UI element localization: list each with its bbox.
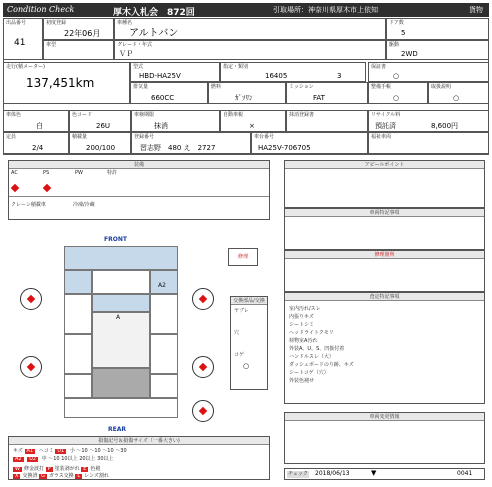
car-name-cell — [114, 18, 386, 40]
inspector-item: ハンドルスレ（大） — [289, 354, 334, 360]
inspection-label: 車検期限 — [134, 112, 155, 118]
rear-label: REAR — [108, 426, 126, 433]
windshield-panel — [92, 294, 150, 312]
change-box — [284, 412, 485, 464]
model-cell — [130, 62, 220, 82]
mileage-cell — [3, 62, 130, 104]
drive-label: 駆動 — [389, 42, 400, 48]
front-right-door-panel — [150, 294, 178, 334]
color-label: 車体色 — [6, 112, 22, 118]
header-left: Condition Check — [7, 5, 75, 14]
front-bumper-panel — [64, 246, 178, 270]
equip-item-crane: クレーン積載車 — [11, 202, 46, 208]
rear-left-door-panel — [64, 334, 92, 374]
grade-cell — [114, 40, 386, 60]
appeal-box — [284, 160, 485, 208]
manual-value: ○ — [393, 94, 400, 102]
repair-legend-box: 修理 — [228, 248, 258, 266]
inspector-item: 外装A、U、S、凹扱付着 — [289, 346, 345, 352]
inspector-list — [289, 305, 354, 385]
equip-item-patent: 特許 — [107, 170, 118, 176]
inspector-item: シートシミ — [289, 322, 315, 328]
notes-label: 福祉車両 — [371, 134, 392, 140]
inspector-item: 内張りキズ — [289, 314, 314, 320]
rear-right-door-panel — [150, 334, 178, 374]
displacement-label: 排気量 — [133, 84, 149, 90]
ps-mark-icon — [43, 184, 51, 192]
recycle-label: リサイクル料 — [371, 112, 401, 118]
doors-label: ドア数 — [389, 20, 404, 26]
appeal-title: アピールポイント — [285, 161, 484, 169]
front-label: FRONT — [104, 236, 127, 243]
chassis-cell — [251, 132, 368, 154]
check-id: 0041 — [457, 470, 473, 477]
chassis-label: 車台番号 — [254, 134, 275, 140]
spec-cell — [220, 62, 366, 82]
special-box — [284, 208, 485, 250]
insurance-label: 保証書 — [371, 64, 387, 70]
equip-title: 装備 — [9, 161, 269, 169]
roof-panel — [92, 312, 150, 368]
displacement-cell — [130, 82, 208, 104]
inspector-box — [284, 292, 485, 404]
deregister-label: 抹消登録書 — [289, 112, 315, 118]
header-title: 厚木入札会 872回 — [113, 8, 195, 18]
footer-bar — [284, 468, 485, 480]
legend-row-1: キズ A1 ヘコミ U1 小 〜10 〜10 〜10 〜30 — [13, 448, 127, 454]
a2-mark: A2 — [158, 282, 166, 289]
insurance-value: ○ — [393, 72, 400, 80]
body-label: 車型 — [46, 42, 57, 48]
interior-burn-label: コゲ — [234, 352, 245, 358]
color-no-cell — [69, 110, 131, 132]
auto-tax-label: 自動車税 — [223, 112, 244, 118]
rear-bumper-panel — [64, 398, 178, 418]
tire-rear-right-icon — [192, 356, 214, 378]
lot-cell — [3, 18, 43, 60]
inspector-item: 荷物室A汚れ — [289, 338, 318, 344]
car-diagram — [8, 222, 270, 434]
interior-burn-mark: ○ — [243, 362, 250, 370]
car-name-value: アルトバン — [129, 28, 179, 39]
tire-rear-left-icon — [20, 356, 42, 378]
doors-value: 5 — [401, 29, 406, 37]
inspector-item: ヘッドライトクモリ — [289, 330, 334, 336]
color-no-value: 26U — [96, 122, 111, 130]
tire-front-left-icon — [20, 288, 42, 310]
hood-panel — [92, 270, 150, 294]
mission-cell — [286, 82, 368, 104]
mission-value: FAT — [313, 94, 325, 102]
manual2-cell — [428, 82, 489, 104]
rear-left-quarter-panel — [64, 374, 92, 398]
recycle-cell — [368, 110, 489, 132]
fuel-cell — [208, 82, 286, 104]
spec2-value: 3 — [337, 72, 342, 80]
inspector-item: ダッシュボードのり跡、キズ — [289, 362, 354, 368]
equip-panel — [8, 160, 270, 220]
equip-item-pw: PW — [75, 170, 83, 176]
rear-right-quarter-panel — [150, 374, 178, 398]
notes-cell — [368, 132, 489, 154]
car-name-label: 車種名 — [117, 20, 133, 26]
mileage-value: 137,451km — [26, 76, 95, 90]
recycle-fee: 8,600円 — [431, 122, 459, 130]
legend-row-4: X 交換済 G ガラス交換 L レンズ割れ — [15, 473, 109, 479]
inspector-title: 査定特記事項 — [285, 293, 484, 301]
spec1-value: 16405 — [265, 72, 288, 80]
change-title: 車両変更情報 — [285, 413, 484, 421]
load-value: 200/100 — [86, 144, 116, 152]
a-mark: A — [116, 314, 121, 321]
drive-cell — [386, 40, 489, 60]
manual-cell — [368, 82, 428, 104]
color-cell — [3, 110, 69, 132]
header-location: 引取場所：神奈川県厚木市上依知 — [273, 6, 378, 14]
spec-label: 指定・類別 — [223, 64, 249, 70]
grade-value: ＶＰ — [119, 50, 133, 58]
auto-tax-value: × — [249, 122, 255, 130]
model-label: 型式 — [133, 64, 144, 70]
insurance-cell — [368, 62, 489, 82]
manual2-label: 取扱説明 — [431, 84, 452, 90]
inspector-item: シートコゲ（穴） — [289, 370, 329, 376]
repair-title: 修理箇所 — [285, 251, 484, 259]
interior-eval-title: 交換部品/交換 — [231, 297, 267, 305]
repair-box — [284, 250, 485, 292]
mission-label: ミッション — [289, 84, 314, 90]
spare-tire-icon — [192, 400, 214, 422]
legend-row-3: W 修金波打 P 塗装剥がれ E 色褪 — [15, 466, 101, 472]
tire-front-right-icon — [192, 288, 214, 310]
pen-icon: ▼ — [371, 469, 377, 477]
interior-hole-label: 穴 — [234, 330, 240, 336]
lot-value: 41 — [14, 38, 26, 48]
header-bar — [3, 3, 489, 17]
manual-label: 整備手帳 — [371, 84, 392, 90]
reg-label: 登録番号 — [134, 134, 155, 140]
ac-mark-icon — [11, 184, 19, 192]
header-right: 貨物 — [469, 6, 483, 14]
special-title: 車両特記事項 — [285, 209, 484, 217]
chassis-value: HA25V-706705 — [258, 144, 311, 152]
reg-cell — [131, 132, 251, 154]
equip-item-ac: AC — [11, 170, 18, 176]
capacity-label: 定員 — [6, 134, 17, 140]
check-label: チェック — [288, 471, 308, 477]
displacement-value: 660CC — [151, 94, 175, 102]
reg-value: 習志野 480 え 2727 — [140, 144, 216, 152]
lot-label: 出品番号 — [6, 20, 27, 26]
inspector-item: 外装色褪せ — [289, 378, 315, 384]
drive-value: 2WD — [401, 50, 418, 58]
interior-eval-box — [230, 296, 268, 390]
first-reg-cell — [43, 18, 114, 40]
mileage-label: 走行(積メーター) — [6, 64, 45, 70]
doors-cell — [386, 18, 489, 40]
equip-grid — [9, 169, 269, 197]
color-value: 白 — [36, 122, 43, 130]
check-date: 2018/06/13 — [315, 470, 350, 477]
capacity-cell — [3, 132, 69, 154]
rear-gate-panel — [92, 368, 150, 398]
load-label: 積載量 — [72, 134, 88, 140]
front-left-door-panel — [64, 294, 92, 334]
equip-item-ps: PS — [43, 170, 50, 176]
manual2-value: ○ — [453, 94, 460, 102]
inspector-item: 室内汚れ/スレ — [289, 306, 321, 312]
first-reg-label: 初度登録 — [46, 20, 67, 26]
equip-item-freezer: 冷凍/冷蔵 — [73, 202, 95, 208]
grade-label: グレード・年式 — [117, 42, 153, 48]
color-no-label: 色コード — [72, 112, 93, 118]
body-cell — [43, 40, 114, 60]
model-value: HBD-HA25V — [139, 72, 181, 80]
auto-tax-cell — [220, 110, 286, 132]
fuel-label: 燃料 — [211, 84, 222, 90]
fuel-value: ｶﾞｿﾘﾝ — [235, 94, 253, 102]
load-cell — [69, 132, 131, 154]
inspection-value: 抹消 — [154, 122, 168, 130]
interior-tear-label: ヤブレ — [234, 308, 249, 314]
legend-title: 損傷記号＆損傷サイズ（一番大きい) — [9, 437, 269, 445]
capacity-value: 2/4 — [32, 144, 44, 152]
front-left-fender-panel — [64, 270, 92, 294]
legend-row-2: A2 U2 中 〜10 10以上 20以上 30以上 — [15, 456, 114, 462]
recycle-value: 預託済 — [375, 122, 396, 130]
inspection-cell — [131, 110, 220, 132]
first-reg-value: 22年06月 — [64, 29, 101, 38]
deregister-cell — [286, 110, 368, 132]
damage-legend — [8, 436, 270, 480]
